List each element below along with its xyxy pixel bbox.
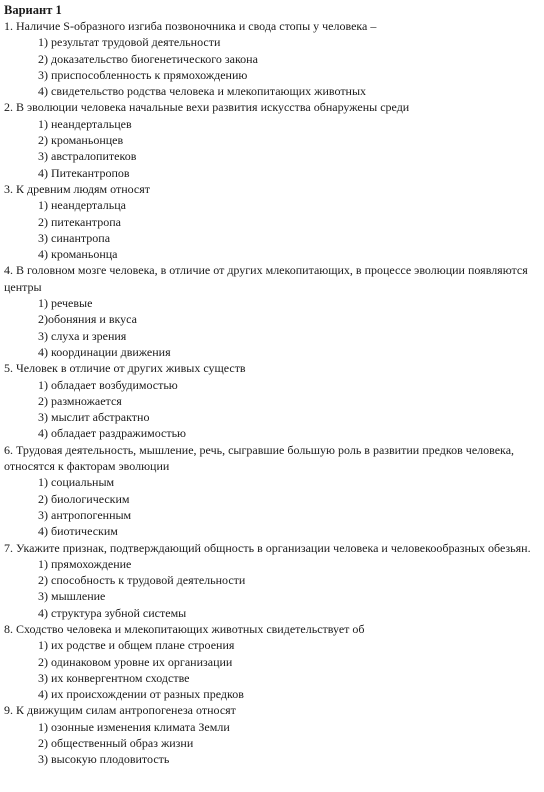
question-6 (4, 442, 538, 540)
question-text: 1. Наличие S-образного изгиба позвоночника и свода стопы у человека – (4, 19, 377, 33)
answer-option-3: 3) мышление (38, 589, 106, 604)
variant-title: Вариант 1 (4, 3, 62, 17)
answer-option-1: 1) неандертальцев (38, 116, 132, 131)
answer-option-3: 3) приспособленность к прямохождению (38, 67, 248, 82)
question-text: 6. Трудовая деятельность, мышление, речь, сыгравшие большую роль в развитии предков человека, относятся к факторам эволюции (4, 442, 515, 474)
answer-option-4: 4) обладает раздражимостью (38, 426, 187, 441)
question-4 (4, 262, 538, 360)
answer-option-2: 2)обоняния и вкуса (38, 312, 137, 327)
answer-option-3: 3) слуха и зрения (38, 328, 127, 343)
answer-option-1: 1) обладает возбудимостью (38, 377, 178, 392)
question-3 (4, 181, 538, 262)
answer-option-4: 4) Питекантропов (38, 165, 130, 180)
answer-option-2: 2) доказательство биогенетического закона (38, 51, 258, 66)
question-text: 8. Сходство человека и млекопитающих животных свидетельствует об (4, 621, 365, 636)
answer-option-1: 1) результат трудовой деятельности (38, 35, 221, 50)
answer-option-4: 4) биотическим (38, 524, 118, 539)
question-text: 2. В эволюции человека начальные вехи развития искусства обнаружены среди (4, 100, 410, 115)
answer-option-2: 2) биологическим (38, 491, 130, 506)
answer-option-4: 4) свидетельство родства человека и млекопитающих животных (38, 84, 367, 99)
answer-option-3: 3) их конвергентном сходстве (38, 670, 190, 685)
answer-option-2: 2) питекантропа (38, 214, 121, 229)
question-text: 3. К древним людям относят (4, 181, 150, 196)
question-text: 5. Человек в отличие от других живых существ (4, 361, 246, 376)
question-1 (4, 18, 538, 99)
answer-option-4: 4) их происхождении от разных предков (38, 687, 244, 702)
answer-option-4: 4) кроманьонца (38, 247, 118, 262)
answer-option-1: 1) социальным (38, 475, 115, 490)
answer-option-4: 4) структура зубной системы (38, 605, 187, 620)
answer-option-3: 3) мыслит абстрактно (38, 410, 150, 425)
answer-option-1: 1) речевые (38, 296, 93, 311)
answer-option-2: 2) способность к трудовой деятельности (38, 573, 246, 588)
answer-option-2: 2) кроманьонцев (38, 133, 124, 148)
answer-option-1: 1) неандертальца (38, 198, 126, 213)
question-text: 7. Укажите признак, подтверждающий общность в организации человека и человекообразных обезьян. (4, 540, 531, 555)
question-text: 4. В головном мозге человека, в отличие от других млекопитающих, в процессе эволюции появляются центры (4, 263, 528, 294)
answer-option-2: 2) размножается (38, 393, 122, 408)
answer-option-3: 3) антропогенным (38, 507, 132, 522)
question-7 (4, 540, 538, 621)
question-8 (4, 621, 538, 702)
answer-option-3: 3) синантропа (38, 230, 111, 245)
answer-option-1: 1) озонные изменения климата Земли (38, 719, 230, 734)
answer-option-3: 3) австралопитеков (38, 149, 137, 164)
answer-option-4: 4) координации движения (38, 344, 171, 359)
question-5 (4, 360, 538, 441)
question-text: 9. К движущим силам антропогенеза относят (4, 703, 236, 718)
answer-option-3: 3) высокую плодовитость (38, 752, 170, 767)
answer-option-2: 2) одинаковом уровне их организации (38, 654, 233, 669)
questions-list (4, 18, 538, 768)
question-2 (4, 99, 538, 180)
answer-option-1: 1) прямохождение (38, 556, 132, 571)
answer-option-1: 1) их родстве и общем плане строения (38, 638, 235, 653)
question-9 (4, 702, 538, 767)
answer-option-2: 2) общественный образ жизни (38, 736, 194, 751)
